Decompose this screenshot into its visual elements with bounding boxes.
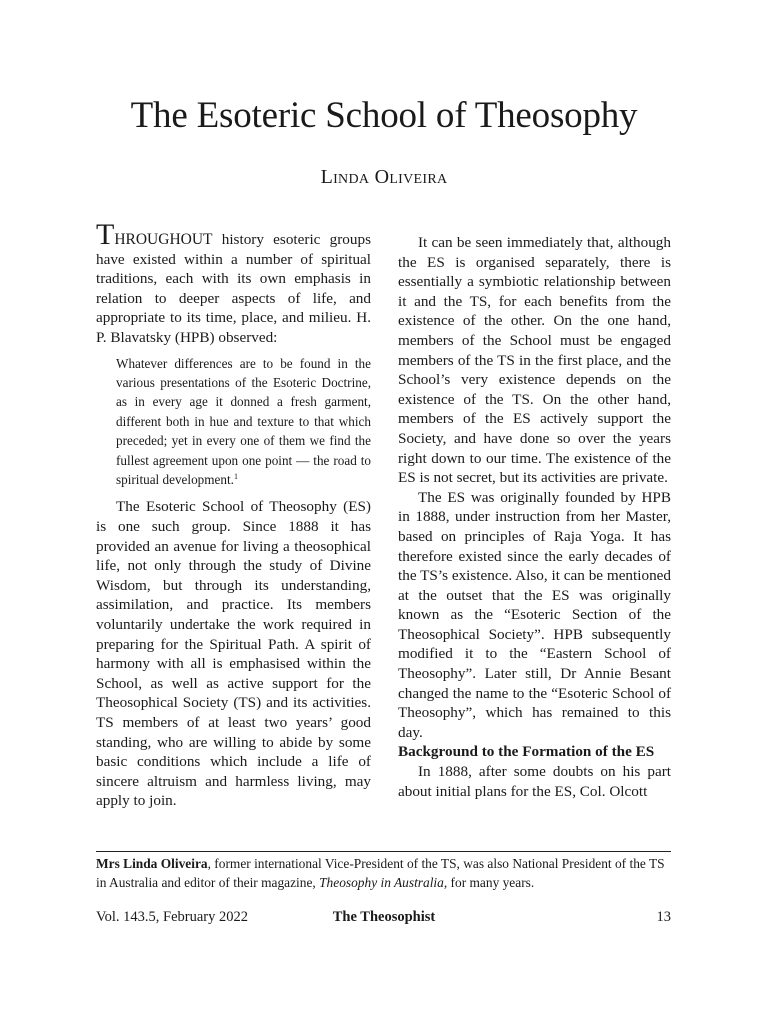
footnote-divider: [96, 851, 671, 852]
paragraph-symbiotic: It can be seen immediately that, although the ES is organised separately, there is essentially a symbiotic relationship between it and the TS, for each benefits from the existence of the other. On the one hand, members of the School must be engaged members of the TS in the first place, and the School’s very existence depends on the existence of the TS. On the other hand, members of the ES actively support the Society, and have done so over the years right down to our time. The existence of the ES is not secret, but its activities are private.: [398, 234, 671, 487]
footnote-magazine: Theosophy in Australia: [319, 875, 444, 890]
footer-journal: The Theosophist: [332, 909, 436, 925]
article-author: Linda Oliveira: [320, 166, 448, 188]
blockquote-text: Whatever differences are to be found in the various presentations of the Esoteric Doctrine, as in every age it donned a fresh garment, different both in hue and texture to that which preceded; yet in every one of them we find the fullest agreement upon one point — the road to spiritual development.: [116, 355, 371, 487]
blockquote: [116, 354, 371, 490]
drop-cap: T: [96, 218, 115, 251]
article-title: The Esoteric School of Theosophy: [130, 95, 638, 136]
footnote-author-name: Mrs Linda Oliveira: [96, 856, 208, 871]
section-heading: Background to the Formation of the ES: [398, 743, 655, 761]
paragraph-background: In 1888, after some doubts on his part about initial plans for the ES, Col. Olcott: [398, 763, 671, 800]
left-column: [96, 218, 371, 811]
right-column: [398, 233, 671, 801]
opening-paragraph: [96, 218, 371, 348]
footer-volume: Vol. 143.5, February 2022: [96, 909, 248, 925]
author-footnote: [96, 854, 671, 892]
footnote-text-1: , former international Vice-President of the TS, was also National President of the TS in Australia and editor of their magazine,: [96, 856, 665, 890]
paragraph-es-intro: The Esoteric School of Theosophy (ES) is one such group. Since 1888 it has provided an avenue for living a theosophical life, not only through the study of Divine Wisdom, but through its understanding, assimilation, and practice. Its members voluntarily undertake the work required in preparing for the Spiritual Path. A spirit of harmony with all is emphasised within the School, as well as active support for the Theosophical Society (TS) and its activities. TS members of at least two years’ good standing, who are willing to abide by some basic conditions which include a life of sincere altruism and harmless living, may apply to join.: [96, 498, 371, 810]
opening-paragraph-text: history esoteric groups have existed within a number of spiritual traditions, each with its own emphasis in relation to deeper aspects of life, and appropriate to its time, place, and milieu. H. P. Blavatsky (HPB) observed:: [96, 231, 371, 346]
opening-caps: HROUGHOUT: [114, 231, 213, 248]
footnote-text-2: , for many years.: [443, 875, 535, 890]
footnote-ref: 1: [233, 472, 238, 481]
paragraph-founding: The ES was originally founded by HPB in 1888, under instruction from her Master, based on principles of Raja Yoga. It has therefore existed since the early decades of the TS’s existence. Also, it can be mentioned at the outset that the ES was originally known as the “Esoteric Section of the Theosophical Society”. HPB subsequently modified it to the “Eastern School of Theosophy”. Later still, Dr Annie Besant changed the name to the “Esoteric School of Theosophy”, which has remained to this day.: [398, 488, 671, 741]
page-number: 13: [656, 909, 671, 925]
